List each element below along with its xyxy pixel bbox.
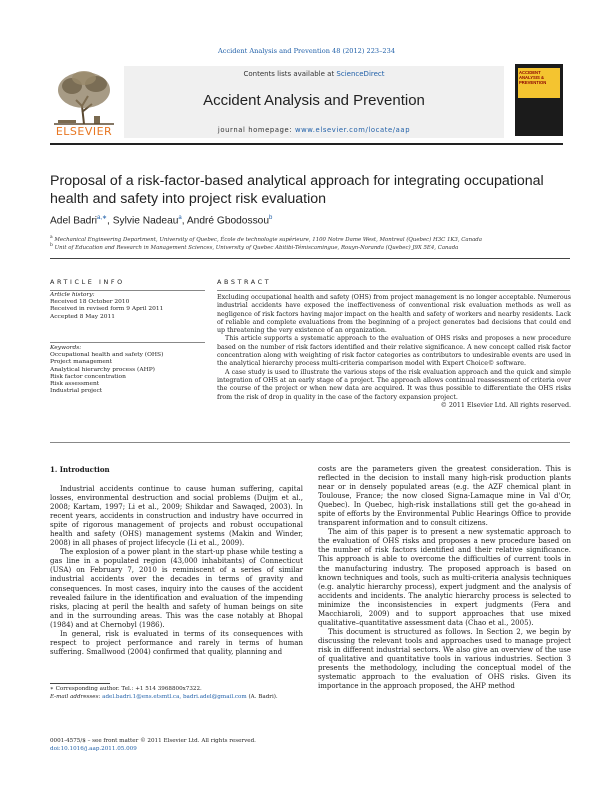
author-list [50,214,570,226]
footnote-rule [50,683,110,684]
keyword-item: Industrial project [50,388,103,395]
author-name: Sylvie Nadeau [112,215,179,227]
body-paragraph: This document is structured as follows. In Section 2, we begin by discussing the relevant tools and approaches used to manage project risk in different industrial sectors. We also give an overview of the use of qualitative and quantitative tools in various industries. Section 3 presents the methodology, including the conceptual model of the systematic approach to the evaluation of OHS risks. Given its importance in the approach proposed, the AHP method [318,627,571,691]
body-right-column [318,465,571,691]
keywords-label: Keywords: [50,345,82,351]
author-affiliation-marker[interactable]: a,∗ [97,215,108,221]
journal-reference[interactable]: Accident Analysis and Prevention 48 (2012) 223–234 [217,47,396,55]
abstract-paragraph: This article supports a systematic approach to the evaluation of OHS risks and proposes a new procedure based on the number of risk factors identified and their relative significance. A new concept called risk factor concentration along with weighting of risk factor categories as contributors to undesirable events are used in the analytical hierarchy process multi-criteria comparison model with Expert Choice© software. [217,335,571,368]
footnote-block [50,686,310,701]
abstract-paragraph: Excluding occupational health and safety (OHS) from project management is no longer acceptable. Numerous industrial accidents have exposed the ineffectiveness of conventional risk evaluation methods as well as negligence of risk factors having major impact on the health and safety of workers and nearby residents. Lack of reliable and complete evaluations from the beginning of a project generates bad decisions that could end up threatening the very existence of an organization. [217,294,571,335]
body-paragraph: costs are the parameters given the greatest consideration. This is reflected in the decision to install many high-risk production plants near or in densely populated areas (e.g. the AZF chemical plant in Toulouse, France; the now closed Signa-Lamaque mine in Val d'Or, Quebec). In Quebec, high-risk installations still get the go-ahead in spite of efforts by the Environmental Public Hearings Office to provide transparent information and to consult citizens. [318,465,571,528]
author-affiliation-marker[interactable]: a [178,215,182,221]
doi-link[interactable]: doi:10.1016/j.aap.2011.05.009 [50,745,137,752]
header-rule [50,143,563,145]
email-suffix: (A. Badri). [246,693,278,700]
homepage-prefix: journal homepage: [217,126,295,134]
body-paragraph: Industrial accidents continue to cause human suffering, capital losses, environmental destruction and social problems (Duijm et al., 2008; Kartam, 1997; Li et al., 2009; Shikdar and Sawaqed, 2003). In recent years, accidents in construction and industry have occurred in spite of rigorous management of projects and robust occupational health and safety (OHS) management systems (Makin and Winder, 2008) in all phases of project lifecycle (Li et al., 2009). [50,485,303,548]
author-separator: , [181,215,187,227]
footnote-email [50,694,310,702]
article-title: Proposal of a risk-factor-based analytical approach for integrating occupational health and safety into project risk evaluation [50,173,544,207]
abstract-heading: ABSTRACT [217,278,272,286]
author-separator: , [107,215,113,227]
article-info-rule [50,290,205,291]
keywords-rule [50,342,205,343]
affiliation-b [50,243,570,251]
journal-homepage [124,126,504,134]
keyword-item: Occupational health and safety (OHS) [50,352,164,359]
body-paragraph: The aim of this paper is to present a new systematic approach to the evaluation of OHS risks and proposes a new procedure based on the number of risk factors identified and their relative significance. This approach is able to overcome the difficulties of current tools in the manufacturing industry. The proposed approach is based on known techniques and tools, such as multi-criteria analysis techniques (e.g. analytic hierarchy process), expert judgment and the analysis of accidents and incidents. The analytic hierarchy process is selected to minimize the inconsistencies in expert judgments (Fera and Macchiaroli, 2009) and to support approaches that use mixed qualitative–quantitative assessment data (Chao et al., 2005). [318,528,571,627]
keyword-item: Risk factor concentration [50,373,126,380]
affiliation-text: Unit of Education and Research in Management Sciences, University of Quebec Abitibi-Témiscamingue, Rouyn-Noranda (Quebec) J9X 5E4, Canada [54,244,459,251]
keyword-item: Project management [50,359,113,366]
author-affiliation-marker[interactable]: b [269,215,273,221]
abstract-body [217,294,571,410]
author-name: Adel Badri [50,215,98,227]
affiliation-rule [50,258,570,259]
contents-line [124,70,504,78]
history-item: Received 18 October 2010 [50,299,130,306]
journal-title: Accident Analysis and Prevention [203,92,425,109]
abstract-rule [217,290,570,291]
keyword-list [50,345,205,395]
sciencedirect-link[interactable]: ScienceDirect [336,70,385,78]
history-label: Article history: [50,292,95,298]
elsevier-wordmark: ELSEVIER [55,125,113,138]
abstract-copyright: © 2011 Elsevier Ltd. All rights reserved. [440,401,571,409]
body-left-column [50,485,303,657]
affiliation-a [50,235,570,243]
email-links[interactable]: adel.badri.1@ens.etsmtl.ca, badri.adel@gmail.com [102,693,247,700]
issn-line: 0001-4575/$ – see front matter © 2011 Elsevier Ltd. All rights reserved. [50,738,256,744]
section-heading-introduction: 1. Introduction [50,465,110,474]
contents-prefix: Contents lists available at [243,70,337,78]
affiliation-text: Mechanical Engineering Department, University of Quebec, École de technologie supérieure, 1100 Notre Dame West, Montreal (Quebec) H3C 1K3, Canada [54,236,482,243]
article-history [50,292,205,321]
abstract-paragraph: A case study is used to illustrate the various steps of the risk evaluation approach and the quick and simple integration of OHS at an early stage of a project. The approach allows continual reassessment of criteria over the course of the project or when new data are acquired. It was thus possible to differentiate the OHS risks from the risk of drop in quality in the case of the factory expansion project. [217,368,571,401]
homepage-link[interactable]: www.elsevier.com/locate/aap [294,126,411,134]
journal-cover-title: ACCIDENT ANALYSIS & PREVENTION [519,70,547,85]
keyword-item: Risk assessment [50,381,100,388]
author-name: André Gbodossou [186,215,269,227]
publication-ids [50,738,310,753]
affiliation-marker: b [50,243,53,248]
keyword-item: Analytical hierarchy process (AHP) [50,366,155,373]
abstract-bottom-rule [50,442,570,443]
email-label: E-mail addresses: [50,693,103,700]
footnote-corresponding: ∗ Corresponding author. Tel.: +1 514 3968800x7322. [50,686,202,692]
body-paragraph: The explosion of a power plant in the start-up phase while testing a gas line in a populated region (43,000 inhabitants) of Connecticut (USA) on February 7, 2010 is reminiscent of a series of similar industrial accidents over the decades in terms of gravity and consequences. In most cases, inquiry into the causes of the accident revealed failure in the identification and evaluation of the impending risks, placing at peril the health and safety of human beings on site and in the surrounding areas. This was the case notably at Bhopal (1984) and at Chernobyl (1986). [50,548,303,629]
affiliation-marker: a [50,235,53,240]
body-paragraph: In general, risk is evaluated in terms of its consequences with respect to project performance and rarely in terms of human suffering. Smallwood (2004) confirmed that quality, planning and [50,629,303,656]
history-item: Accepted 8 May 2011 [50,313,115,320]
article-info-heading: ARTICLE INFO [50,278,125,286]
history-item: Received in revised form 9 April 2011 [50,306,164,313]
